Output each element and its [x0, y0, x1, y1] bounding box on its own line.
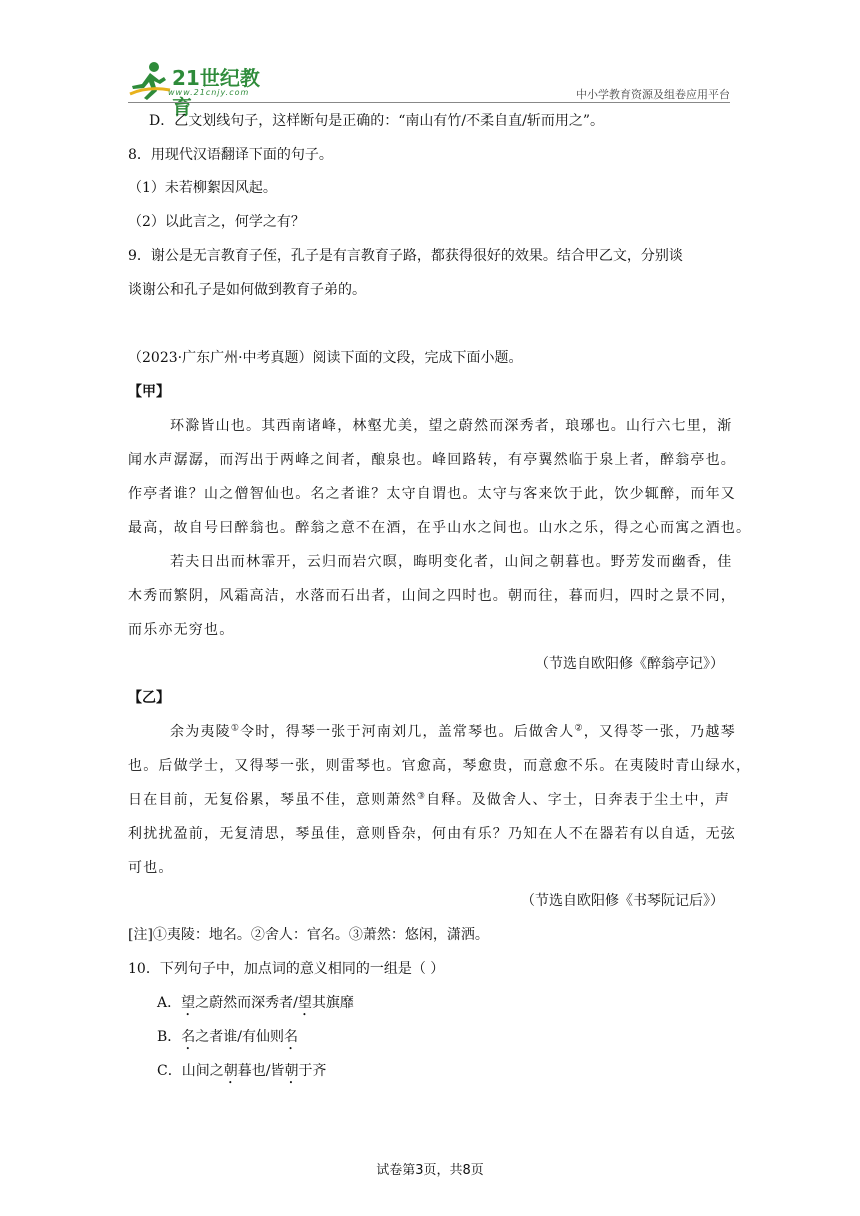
logo-url: www.21cnjy.com [168, 88, 250, 97]
q10-option-a: A．望之蔚然而深秀者/望其旗靡 [157, 995, 354, 1011]
header-tagline: 中小学教育资源及组卷应用平台 [576, 88, 730, 101]
yi-line: 日在目前，无复俗累，琴虽不佳，意则萧然③自释。及做舍人、字士，日奔表于尘土中，声 [128, 791, 731, 808]
q10-option-c: C．山间之朝暮也/皆朝于齐 [157, 1063, 327, 1079]
jia-p1-line: 闻水声潺潺，而泻出于两峰之间者，酿泉也。峰回路转，有亭翼然临于泉上者，醉翁亭也。 [128, 452, 736, 468]
yi-line: 也。后做学士，又得琴一张，则雷琴也。官愈高，琴愈贵，而意愈不乐。在夷陵时青山绿水， [128, 758, 752, 774]
yi-label: 【乙】 [128, 690, 170, 706]
jia-p1-line: 最高，故自号曰醉翁也。醉翁之意不在酒，在乎山水之间也。山水之乐，得之心而寓之酒也。 [128, 520, 752, 536]
site-logo [128, 60, 278, 119]
q8-stem: 8．用现代汉语翻译下面的句子。 [128, 147, 333, 163]
yi-line: 利扰扰盈前，无复清思，琴虽佳，意则昏杂，何由有乐？乃知在人不在器若有以自适，无弦 [128, 826, 736, 842]
yi-line: 可也。 [128, 860, 174, 876]
q8-sentence-1: （1）未若柳絮因风起。 [128, 180, 277, 196]
q7-option-d: D．乙文划线句子，这样断句是正确的：“南山有竹/不柔自直/斩而用之”。 [149, 113, 604, 129]
q8-sentence-2: （2）以此言之，何学之有？ [128, 214, 305, 230]
q10-option-b: B．名之者谁/有仙则名 [157, 1029, 299, 1045]
q9-line-1: 9．谢公是无言教育子侄，孔子是有言教育子路，都获得很好的效果。结合甲乙文，分别谈 [128, 248, 683, 264]
jia-p1-line: 作亭者谁？山之僧智仙也。名之者谁？太守自谓也。太守与客来饮于此，饮少辄醉，而年又 [128, 486, 736, 502]
q9-line-2: 谈谢公和孔子是如何做到教育子弟的。 [128, 282, 366, 298]
jia-p1-line: 环滁皆山也。其西南诸峰，林壑尤美，望之蔚然而深秀者，琅琊也。山行六七里，渐 [170, 418, 733, 434]
jia-p2-line: 若夫日出而林霏开，云归而岩穴暝，晦明变化者，山间之朝暮也。野芳发而幽香，佳 [170, 554, 733, 570]
logo-text: 21世纪教育 [172, 66, 260, 119]
runner-icon [128, 60, 172, 100]
page-header [128, 60, 730, 119]
section-intro: （2023·广东广州·中考真题）阅读下面的文段，完成下面小题。 [128, 350, 523, 366]
yi-source: （节选自欧阳修《书琴阮记后》） [521, 893, 724, 909]
page-footer: 试卷第3页，共8页 [376, 1163, 484, 1178]
jia-label: 【甲】 [128, 384, 170, 400]
jia-p2-line: 而乐亦无穷也。 [128, 622, 235, 638]
yi-line: 余为夷陵①令时，得琴一张于河南刘几，盖常琴也。后做舍人②，又得苓一张，乃越琴 [170, 723, 736, 740]
q10-stem: 10．下列句子中，加点词的意义相同的一组是（ ） [128, 961, 445, 977]
header-divider [128, 102, 730, 103]
jia-p2-line: 木秀而繁阴，风霜高洁，水落而石出者，山间之四时也。朝而往，暮而归，四时之景不同， [128, 588, 736, 604]
annotation-note: [注]①夷陵：地名。②舍人：官名。③萧然：悠闲，潇洒。 [128, 927, 489, 943]
jia-source: （节选自欧阳修《醉翁亭记》） [535, 656, 724, 672]
